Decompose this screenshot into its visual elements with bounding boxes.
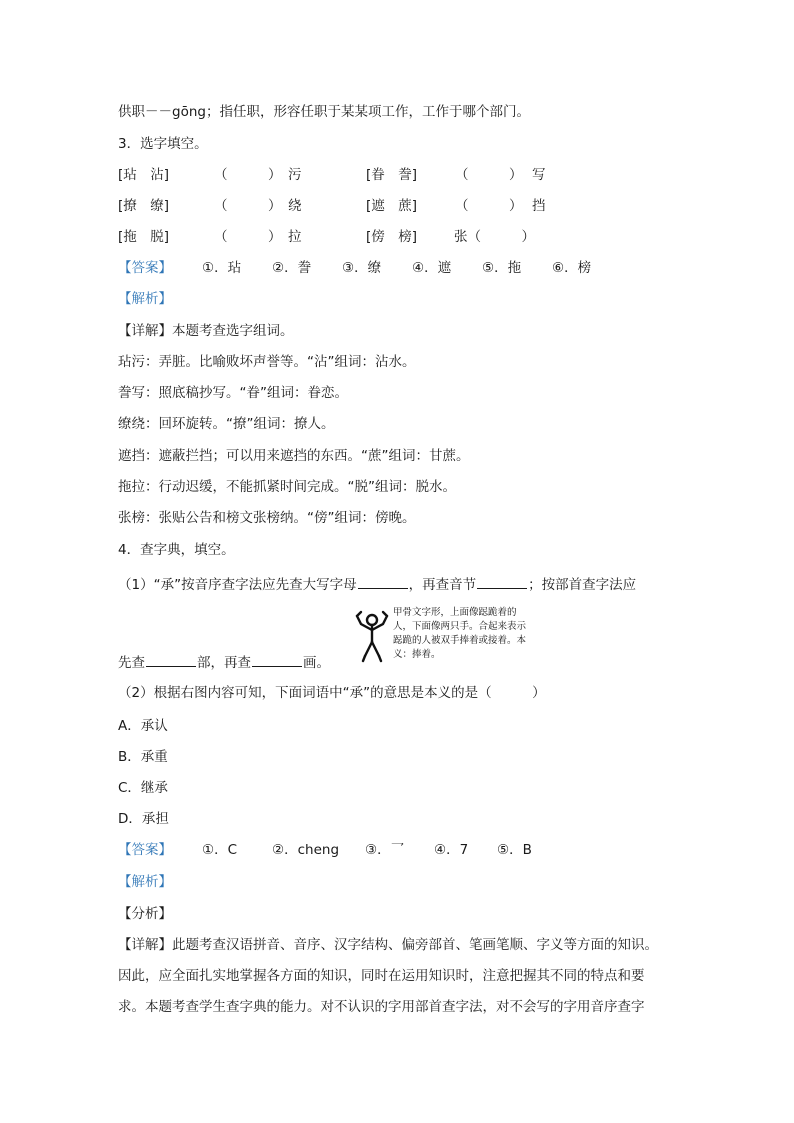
q3-row1-chars-a: [玷 沾] <box>118 167 170 183</box>
intro-line: 供职－－gōng；指任职，形容任职于某某项工作，工作于哪个部门。 <box>118 104 530 120</box>
answer-item: ①．C <box>202 842 238 858</box>
q4-sub1-text: ；按部首查字法应 <box>528 577 637 593</box>
explanation-line: 遮挡：遮蔽拦挡；可以用来遮挡的东西。“蔗”组词：甘蔗。 <box>118 448 470 464</box>
q4-sub1-text: 部，再查 <box>197 655 251 671</box>
detail-line: 因此，应全面扎实地掌握各方面的知识，同时在运用知识时，注意把握其不同的特点和要 <box>118 968 645 984</box>
answer-item: ④．遮 <box>412 260 452 276</box>
oracle-glyph-icon <box>353 606 391 664</box>
q3-row2-tail-b: 挡 <box>532 198 546 214</box>
answer-item: ②．誊 <box>272 260 312 276</box>
explanation-line: 誊写：照底稿抄写。“眷”组词：眷恋。 <box>118 385 348 401</box>
answer-item: ⑤．拖 <box>482 260 522 276</box>
q4-sub1-line1 <box>118 574 636 595</box>
q3-row1-chars-b: [眷 誊] <box>366 167 418 183</box>
q4-sub1-text: 画。 <box>303 655 330 671</box>
q3-row3-tail-a: 拉 <box>288 229 302 245</box>
answer-item: ①．玷 <box>202 260 242 276</box>
q4-sub2: （2）根据右图内容可知，下面词语中“承”的意思是本义的是（ ） <box>118 685 546 701</box>
answer-item: ④．7 <box>434 842 469 858</box>
fill-blank <box>146 652 196 667</box>
explanation-line: 拖拉：行动迟缓，不能抓紧时间完成。“脱”组词：脱水。 <box>118 479 456 495</box>
q3-row1-blank-a: （ ） <box>214 167 282 183</box>
q3-row2-tail-a: 绕 <box>288 198 302 214</box>
q3-row1-tail-b: 写 <box>532 167 546 183</box>
q3-row2-blank-b: （ ） <box>455 198 523 214</box>
q4-sub1-line2 <box>118 652 330 673</box>
q4-sub1-text: （1）“承”按音序查字法应先查大写字母 <box>118 577 357 593</box>
fill-blank <box>358 574 408 589</box>
q3-title: 3．选字填空。 <box>118 136 208 152</box>
q3-row1-blank-b: （ ） <box>455 167 523 183</box>
analysis-label: 【解析】 <box>118 874 172 890</box>
option-item: B．承重 <box>118 749 168 765</box>
q3-row1-tail-a: 污 <box>288 167 302 183</box>
fenxi-label: 【分析】 <box>118 906 172 922</box>
option-item: C．继承 <box>118 780 168 796</box>
analysis-label: 【解析】 <box>118 291 172 307</box>
q3-row2-chars-a: [撩 缭] <box>118 198 170 214</box>
answer-label: 【答案】 <box>118 260 172 276</box>
explanation-line: 缭绕：回环旋转。“撩”组词：撩人。 <box>118 416 335 432</box>
fill-blank <box>477 574 527 589</box>
answer-item: ③．缭 <box>342 260 382 276</box>
explanation-line: 玷污：弄脏。比喻败坏声誉等。“沾”组词：沾水。 <box>118 354 416 370</box>
q3-row2-blank-a: （ ） <box>214 198 282 214</box>
q3-row3-blank-a: （ ） <box>214 229 282 245</box>
option-item: D．承担 <box>118 811 169 827</box>
q4-sub1-text: 先查 <box>118 655 145 671</box>
answer-item: ③．乛 <box>365 842 405 858</box>
q4-title: 4．查字典，填空。 <box>118 542 235 558</box>
oracle-bone-figure <box>353 604 531 666</box>
q3-row3-chars-b: [傍 榜] <box>366 229 418 245</box>
q3-row3-chars-a: [拖 脱] <box>118 229 170 245</box>
option-item: A．承认 <box>118 718 168 734</box>
detail-line: 【详解】此题考查汉语拼音、音序、汉字结构、偏旁部首、笔画笔顺、字义等方面的知识。 <box>118 937 658 953</box>
answer-item: ⑥．榜 <box>552 260 592 276</box>
q3-row2-chars-b: [遮 蔗] <box>366 198 418 214</box>
answer-item: ②．cheng <box>272 842 340 858</box>
answer-label: 【答案】 <box>118 842 172 858</box>
q4-sub1-text: ，再查音节 <box>408 577 477 593</box>
explanation-line: 张榜：张贴公告和榜文张榜纳。“傍”组词：傍晚。 <box>118 510 416 526</box>
fill-blank <box>252 652 302 667</box>
detail-line: 【详解】本题考查选字组词。 <box>118 323 294 339</box>
figure-caption: 甲骨文字形，上面像跽跪着的人，下面像两只手。合起来表示跽跪的人被双手捧着或接着。本义：捧着。 <box>393 607 527 660</box>
q3-row3-blank-b: 张（ ） <box>454 229 535 245</box>
answer-item: ⑤．B <box>497 842 532 858</box>
detail-line: 求。本题考查学生查字典的能力。对不认识的字用部首查字法，对不会写的字用音序查字 <box>118 999 645 1015</box>
